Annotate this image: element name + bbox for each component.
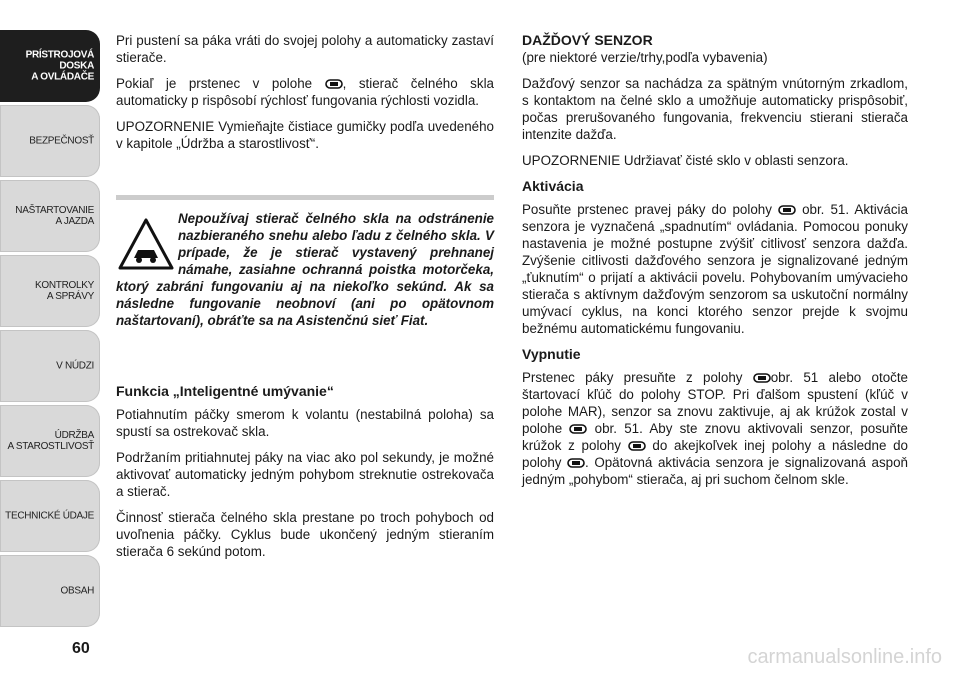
section-heading: DAŽĎOVÝ SENZOR bbox=[522, 32, 653, 48]
tab-label: KONTROLKY A SPRÁVY bbox=[35, 280, 94, 302]
auto-wiper-icon bbox=[325, 79, 343, 89]
paragraph: Prstenec páky presuňte z polohy obr. 51 alebo otočte štartovací kľúč do polohy STOP. Pri ďalšom spustení (kľúč v polohe MAR), senzor sa znovu zaktivuje, aj ak krúžok zostal v polohe obr. 51. Aby ste znovu aktivovali senzor, posuňte krúžok z polohy do akejkoľvek inej polohy a následne do polohy . Opätovná aktivácia senzora je signalizovaná aspoň jedným „pohybom“ stierača, aj pri suchom čelnom skle. bbox=[522, 370, 909, 487]
paragraph: UPOZORNENIE Udržiavať čisté sklo v oblasti senzora. bbox=[522, 153, 849, 168]
paragraph: Činnosť stierača čelného skla prestane po troch pohyboch od uvoľnenia páčky. Cyklus bude ukončený jedným stieraním stierača 6 sekúnd potom. bbox=[116, 510, 494, 559]
tab-label: OBSAH bbox=[60, 585, 94, 597]
page-number: 60 bbox=[72, 640, 90, 657]
section-heading: Vypnutie bbox=[522, 346, 581, 362]
warning-text-block bbox=[116, 210, 494, 329]
auto-wiper-icon bbox=[628, 441, 646, 451]
tab-label: V NÚDZI bbox=[56, 360, 94, 372]
tab-kontrolky[interactable] bbox=[0, 255, 100, 327]
right-column bbox=[522, 32, 908, 497]
left-column bbox=[116, 32, 494, 161]
auto-wiper-icon bbox=[778, 205, 796, 215]
section-heading: Aktivácia bbox=[522, 178, 584, 194]
auto-wiper-icon bbox=[567, 458, 585, 468]
section-heading: Funkcia „Inteligentné umývanie“ bbox=[116, 383, 334, 399]
left-column-lower bbox=[116, 383, 494, 569]
warning-triangle-icon bbox=[116, 214, 176, 274]
paragraph: UPOZORNENIE Vymieňajte čistiace gumičky podľa uvedeného v kapitole „Údržba a starostlivosť“. bbox=[116, 119, 494, 151]
warning-divider bbox=[116, 195, 494, 200]
auto-wiper-icon bbox=[753, 373, 771, 383]
tab-bezpecnost[interactable] bbox=[0, 105, 100, 177]
tab-nastartovanie[interactable] bbox=[0, 180, 100, 252]
paragraph: Posuňte prstenec pravej páky do polohy obr. 51. Aktivácia senzora je vyznačená „spadnutím“ ovládania. Pomocou ponuky nastavenia je možné postupne zvýšiť citlivosť senzora dažďa. Zvýšenie citlivosti dažďového senzora je signalizované jedným „ťuknutím“ o prijatí a aktivácii povelu. Pohybovaním umývacieho stierača s aktívnym dažďovým senzorom sa uskutoční normálny umývací cyklus, na konci ktorého senzor prejde k svojmu bežnému automatickému fungovaniu. bbox=[522, 202, 908, 336]
watermark: carmanualsonline.info bbox=[747, 646, 942, 668]
tab-technicke-udaje[interactable] bbox=[0, 480, 100, 552]
paragraph: Pokiaľ je prstenec v polohe , stierač čelného skla automaticky p rispôsobí rýchlosť fungovania rýchlosti vozidla. bbox=[116, 76, 494, 108]
chapter-sidebar bbox=[0, 0, 100, 640]
tab-label: NAŠTARTOVANIE A JAZDA bbox=[15, 205, 94, 227]
paragraph: Pri pustení sa páka vráti do svojej polohy a automaticky zastaví stierače. bbox=[116, 33, 494, 65]
paragraph: Podržaním pritiahnutej páky na viac ako pol sekundy, je možné aktivovať automaticky jedným pohybom streknutie ostrekovača a stierač. bbox=[116, 450, 494, 499]
tab-pristrojova-doska[interactable] bbox=[0, 30, 100, 102]
tab-v-nudzi[interactable] bbox=[0, 330, 100, 402]
tab-label: ÚDRŽBA A STAROSTLIVOSŤ bbox=[7, 430, 94, 452]
paragraph: Potiahnutím páčky smerom k volantu (nestabilná poloha) sa spustí sa ostrekovač skla. bbox=[116, 407, 494, 439]
auto-wiper-icon bbox=[569, 424, 587, 434]
warning-text: Nepoužívaj stierač čelného skla na odstránenie nazbieraného snehu alebo ľadu z čelného skla. V prípade, že je stierač vystavený prehnanej námahe, zasiahne ochranná poistka motorčeka, ktorý zabráni fungovaniu aj na niekoľko sekúnd. Ak sa následne fungovanie neobnoví (ani po opätovnom naštartovaní), obráťte sa na Asistenčnú sieť Fiat. bbox=[116, 211, 494, 328]
tab-udrzba[interactable] bbox=[0, 405, 100, 477]
tab-label: TECHNICKÉ ÚDAJE bbox=[5, 510, 94, 522]
warning-box bbox=[116, 195, 494, 329]
tab-label: BEZPEČNOSŤ bbox=[29, 135, 94, 147]
subtitle: (pre niektoré verzie/trhy,podľa vybavenia) bbox=[522, 50, 768, 65]
tab-obsah[interactable] bbox=[0, 555, 100, 627]
tab-label: PRÍSTROJOVÁ DOSKA A OVLÁDAČE bbox=[25, 49, 94, 83]
paragraph: Dažďový senzor sa nachádza za spätným vnútorným zrkadlom, s kontaktom na čelné sklo a umožňuje automaticky prispôsobiť, počas prerušovaného fungovania, frekvenciu stierani stierača intenzite dažďa. bbox=[522, 76, 908, 142]
